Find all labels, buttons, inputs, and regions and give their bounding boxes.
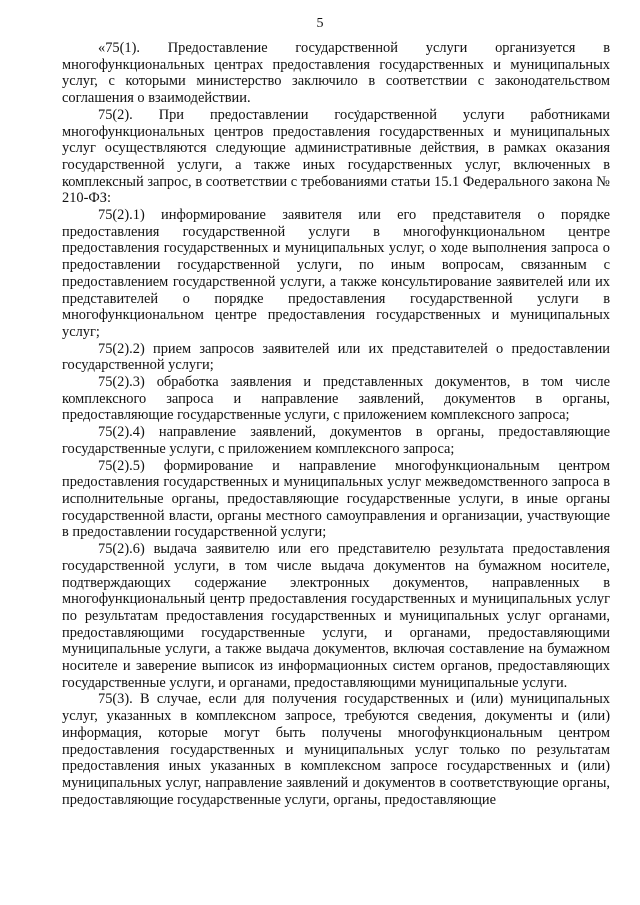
paragraph-75-1: «75(1). Предоставление государственной услуги организуется в многофункциональных центрах предоставления государственных и муниципальных услуг, с которыми министерство заключило в соответствии с законодательством соглашения о взаимодействии. xyxy=(62,40,610,107)
document-body xyxy=(62,40,610,808)
paragraph-75-2-2: 75(2).2) прием запросов заявителей или их представителей о предоставлении государственной услуги; xyxy=(62,340,610,374)
paragraph-75-2-5: 75(2).5) формирование и направление многофункциональным центром предоставления государственных и муниципальных услуг межведомственного запроса в исполнительные органы, предоставляющие государственные услуги, в иные органы государственной власти, органы местного самоуправления и организации, участвующие в предоставлении государственной услуги; xyxy=(62,457,610,541)
paragraph-75-2-6: 75(2).6) выдача заявителю или его представителю результата предоставления государственной услуги, в том числе выдача документов на бумажном носителе, подтверждающих содержание электронных документов, направленных в многофункциональный центр предоставления государственных и муниципальных услуг по результатам предоставления государственных и муниципальных услуг органами, предоставляющими государственные услуги, и органами, предоставляющими муниципальные услуги, а также выдача документов, включая составление на бумажном носителе и заверение выписок из информационных систем органов, предоставляющих государственные услуги, и органами, предоставляющими муниципальные услуги. xyxy=(62,541,610,691)
paragraph-75-3: 75(3). В случае, если для получения государственных и (или) муниципальных услуг, указанных в комплексном запросе, требуются сведения, документы и (или) информация, которые могут быть получены многофункциональным центром предоставления государственных и муниципальных услуг только по результатам предоставления иных указанных в комплексном запросе государственных и (или) муниципальных услуг, направление заявлений и документов в соответствующие органы, предоставляющие государственные услуги, органы, предоставляющие xyxy=(62,691,610,808)
paragraph-75-2-3: 75(2).3) обработка заявления и представленных документов, в том числе комплексного запроса и направление заявлений, документов в органы, предоставляющие государственные услуги, с приложением комплексного запроса; xyxy=(62,374,610,424)
paragraph-75-2: 75(2). При предоставлении государственной услуги работниками многофункциональных центров предоставления государственных и муниципальных услуг осуществляются следующие административные действия, в рамках оказания государственной услуги, а также иных государственных услуг, включенных в комплексный запрос, в соответствии с требованиями статьи 15.1 Федерального закона № 210-ФЗ: xyxy=(62,106,610,207)
paragraph-75-2-4: 75(2).4) направление заявлений, документов в органы, предоставляющие государственные услуги, с приложением комплексного запроса; xyxy=(62,424,610,457)
page-number: 5 xyxy=(316,16,324,31)
paragraph-75-2-1: 75(2).1) информирование заявителя или его представителя о порядке предоставления государственной услуги в многофункциональном центре предоставления государственных и муниципальных услуг, о ходе выполнения запроса о предоставлении государственной услуги, по иным вопросам, связанным с предоставлением государственной услуги, а также консультирование заявителей или их представителей о порядке предоставления государственной услуги в многофункциональном центре предоставления государственных и муниципальных услуг; xyxy=(62,207,610,340)
